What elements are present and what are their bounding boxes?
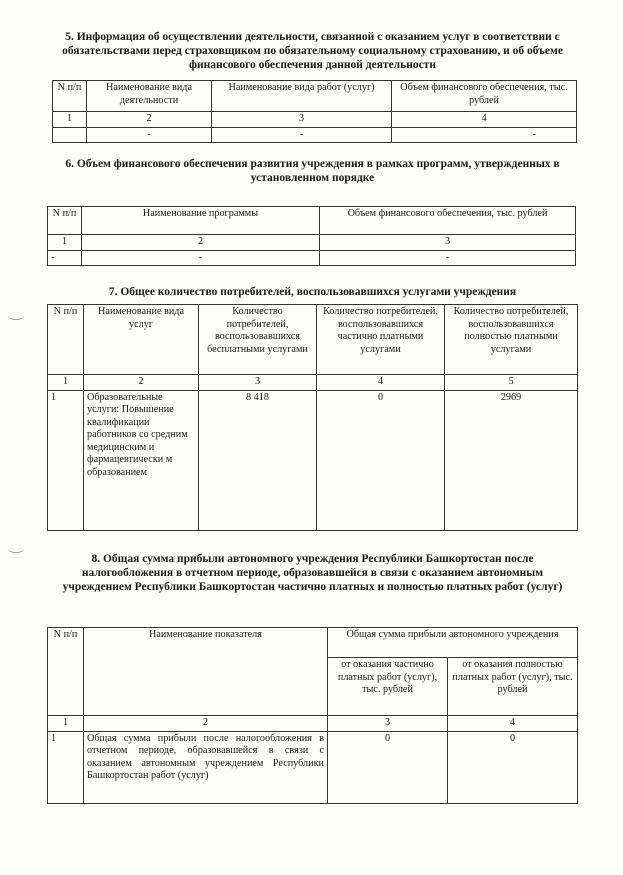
table-row <box>53 127 577 143</box>
header-cell: Наименование вида услуг <box>84 305 199 375</box>
table-cell: - <box>392 127 577 143</box>
table-header-row <box>48 207 576 235</box>
column-number-row <box>48 716 578 732</box>
column-number: 2 <box>84 375 199 391</box>
table-header-row <box>53 81 577 112</box>
section-7-table <box>47 304 578 531</box>
column-number: 3 <box>199 375 317 391</box>
table-row <box>48 731 578 803</box>
column-number: 4 <box>448 716 578 732</box>
header-cell: N п/п <box>48 628 84 716</box>
table-cell: 1 <box>48 731 84 803</box>
table-cell: - <box>320 250 576 266</box>
section-6-table <box>47 206 576 266</box>
section-6-heading: 6. Объем финансового обеспечения развития учреждения в рамках программ, утвержденных в установленном порядке <box>65 158 560 184</box>
column-number: 3 <box>212 112 392 128</box>
header-cell: Наименование вида деятельности <box>87 81 212 112</box>
column-number: 2 <box>87 112 212 128</box>
header-cell: Количество потребителей, воспользовавшихся полностью платными услугами <box>445 305 578 375</box>
header-cell: Наименование программы <box>82 207 320 235</box>
table-cell: - <box>48 250 82 266</box>
service-name-cell: Образовательные услуги: Повышение квалификации работников со средним медицинским и фармацевтически м образованием <box>84 390 199 530</box>
header-cell: Объем финансового обеспечения, тыс. рублей <box>392 81 577 112</box>
column-number-row <box>48 375 578 391</box>
header-cell: Наименование вида работ (услуг) <box>212 81 392 112</box>
indicator-name-cell: Общая сумма прибыли после налогообложения в отчетном периоде, образовавшейся в связи с оказанием автономным учреждением Республики Башкортостан работ (услуг) <box>84 731 328 803</box>
full-paid-consumers-cell: 2969 <box>445 390 578 530</box>
column-number: 1 <box>48 235 82 251</box>
table-header-row <box>48 628 578 658</box>
header-cell: N п/п <box>48 305 84 375</box>
table-row <box>48 250 576 266</box>
column-number: 1 <box>53 112 87 128</box>
header-group-cell: Общая сумма прибыли автономного учреждения <box>328 628 578 658</box>
column-number: 2 <box>84 716 328 732</box>
header-cell: Объем финансового обеспечения, тыс. рублей <box>320 207 576 235</box>
table-cell: - <box>82 250 320 266</box>
punch-mark <box>8 545 24 553</box>
table-cell: - <box>87 127 212 143</box>
header-cell: Наименование показателя <box>84 628 328 716</box>
table-cell: - <box>212 127 392 143</box>
column-number: 3 <box>320 235 576 251</box>
column-number: 4 <box>392 112 577 128</box>
full-profit-cell: 0 <box>448 731 578 803</box>
column-number-row <box>53 112 577 128</box>
free-consumers-cell: 8 418 <box>199 390 317 530</box>
column-number: 1 <box>48 716 84 732</box>
column-number: 4 <box>317 375 445 391</box>
partial-paid-consumers-cell: 0 <box>317 390 445 530</box>
header-cell: Количество потребителей, воспользовавшихся бесплатными услугами <box>199 305 317 375</box>
header-cell: N п/п <box>53 81 87 112</box>
column-number: 2 <box>82 235 320 251</box>
section-8-table <box>47 627 578 804</box>
column-number: 5 <box>445 375 578 391</box>
table-cell <box>53 127 87 143</box>
header-cell: Количество потребителей, воспользовавшихся частично платными услугами <box>317 305 445 375</box>
section-7-heading: 7. Общее количество потребителей, воспользовавшихся услугами учреждения <box>108 286 517 298</box>
header-cell: N п/п <box>48 207 82 235</box>
header-cell: от оказания частично платных работ (услуг), тыс. рублей <box>328 658 448 716</box>
column-number: 3 <box>328 716 448 732</box>
column-number: 1 <box>48 375 84 391</box>
partial-profit-cell: 0 <box>328 731 448 803</box>
column-number-row <box>48 235 576 251</box>
section-5-heading: 5. Информация об осуществлении деятельности, связанной с оказанием услуг в соответствии с обязательствами перед страховщиком по обязательному социальному страхованию, и об объеме финансового обеспечения данной деятельности <box>62 31 563 71</box>
punch-mark <box>8 312 24 320</box>
header-cell: от оказания полностью платных работ (услуг), тыс. рублей <box>448 658 578 716</box>
section-8-heading: 8. Общая сумма прибыли автономного учреждения Республики Башкортостан после налогообложения в отчетном периоде, образовавшейся в связи с оказанием автономным учреждением Республики Башкортостан частично платных и полностью платных работ (услуг) <box>62 553 563 593</box>
table-cell: 1 <box>48 390 84 530</box>
section-5-table <box>52 80 577 143</box>
table-row <box>48 390 578 530</box>
table-header-row <box>48 305 578 375</box>
